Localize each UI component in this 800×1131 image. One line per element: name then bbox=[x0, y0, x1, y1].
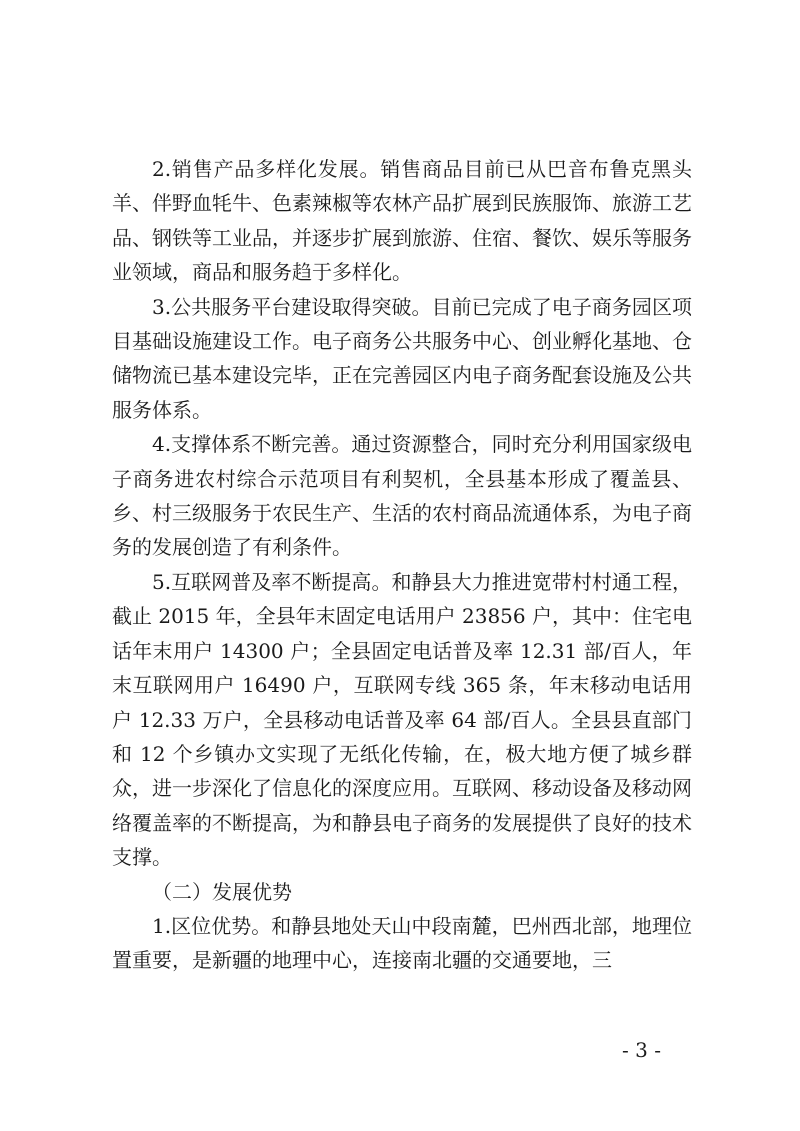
paragraph-support-system: 4.支撑体系不断完善。通过资源整合，同时充分利用国家级电子商务进农村综合示范项目有利契机，全县基本形成了覆盖县、乡、村三级服务于农民生产、生活的农村商品流通体系，为电子商务的发展创造了有利条件。 bbox=[112, 432, 692, 560]
page-number: - 3 - bbox=[622, 1038, 661, 1062]
paragraph-location-advantage: 1.区位优势。和静县地处天山中段南麓，巴州西北部，地理位置重要，是新疆的地理中心，连接南北疆的交通要地，三 bbox=[112, 913, 692, 973]
section-heading-advantages: （二）发展优势 bbox=[152, 879, 292, 904]
paragraph-public-service-platform: 3.公共服务平台建设取得突破。目前已完成了电子商务园区项目基础设施建设工作。电子商务公共服务中心、创业孵化基地、仓储物流已基本建设完毕，正在完善园区内电子商务配套设施及公共服务体系。 bbox=[112, 294, 692, 422]
document-body bbox=[112, 152, 692, 978]
paragraph-internet-penetration: 5.互联网普及率不断提高。和静县大力推进宽带村村通工程，截止 2015 年，全县年末固定电话用户 23856 户，其中：住宅电话年末用户 14300 户；全县固定电话普及率 12.31 部/百人，年末互联网用户 16490 户，互联网专线 365 条，年末移动电话用户 12.33 万户，全县移动电话普及率 64 部/百人。全县县直部门和 12 个乡镇办文实现了无纸化传输，在，极大地方便了城乡群众，进一步深化了信息化的深度应用。互联网、移动设备及移动网络覆盖率的不断提高，为和静县电子商务的发展提供了良好的技术支撑。 bbox=[112, 569, 692, 870]
paragraph-sales-diversification: 2.销售产品多样化发展。销售商品目前已从巴音布鲁克黑头羊、伴野血牦牛、色素辣椒等农林产品扩展到民族服饰、旅游工艺品、钢铁等工业品，并逐步扩展到旅游、住宿、餐饮、娱乐等服务业领域，商品和服务趋于多样化。 bbox=[112, 157, 692, 285]
